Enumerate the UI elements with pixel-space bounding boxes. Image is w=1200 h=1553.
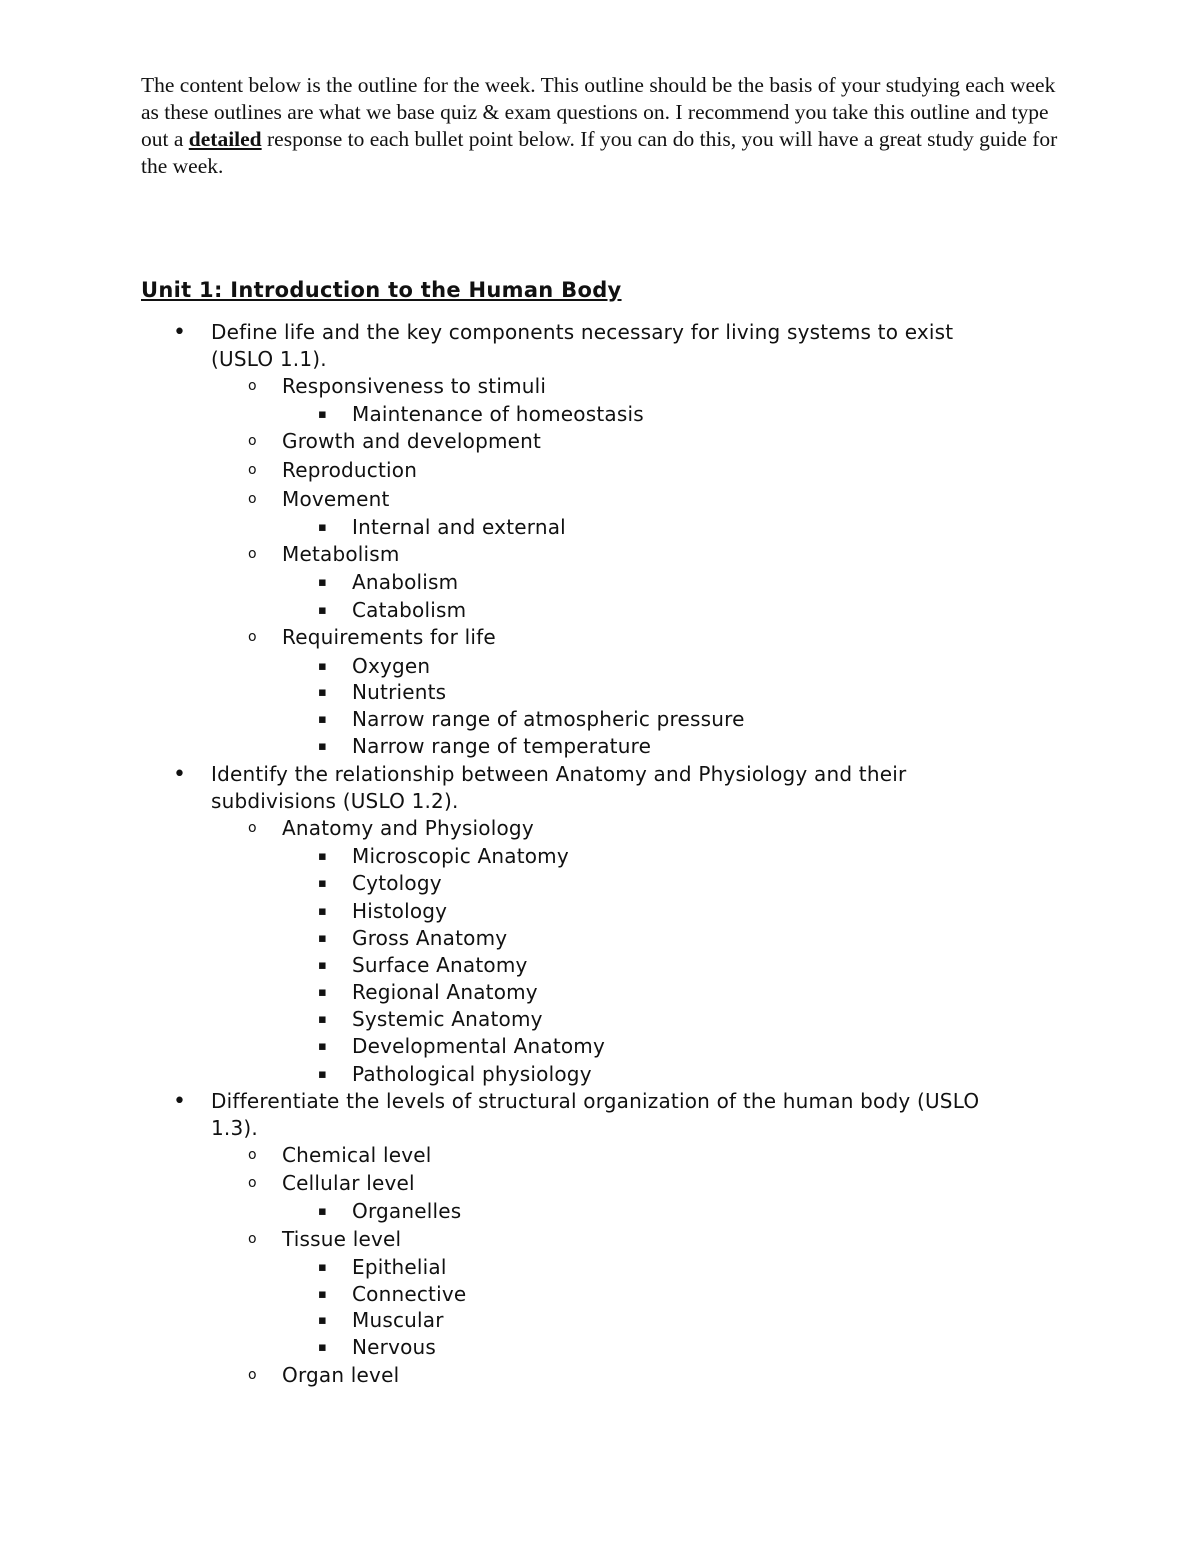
outline-subsubitem: Muscular [352, 1308, 444, 1332]
sub-bullet-marker: o [248, 462, 257, 478]
outline-item-2-line1: Identify the relationship between Anatomy and Physiology and their [211, 762, 907, 786]
sub-sub-bullet-marker: ▪ [318, 958, 328, 973]
outline-subsubitem: Maintenance of homeostasis [352, 402, 644, 426]
outline-subsubitem: Surface Anatomy [352, 953, 528, 977]
sub-sub-bullet-marker: ▪ [318, 1012, 328, 1027]
outline-item-1-line1: Define life and the key components necessary for living systems to exist [211, 320, 954, 344]
outline-subsubitem: Pathological physiology [352, 1062, 592, 1086]
bullet-marker: • [173, 320, 187, 345]
outline-subitem: Requirements for life [282, 625, 496, 649]
sub-bullet-marker: o [248, 629, 257, 645]
bullet-marker: • [173, 1089, 187, 1114]
intro-text-part2: response to each bullet point below. If you can do this, you will have a great study guide for the week. [141, 127, 1058, 178]
sub-bullet-marker: o [248, 1147, 257, 1163]
outline-subitem: Movement [282, 487, 390, 511]
outline-subsubitem: Nutrients [352, 680, 447, 704]
outline-subsubitem: Microscopic Anatomy [352, 844, 569, 868]
outline-subitem: Anatomy and Physiology [282, 816, 534, 840]
sub-sub-bullet-marker: ▪ [318, 575, 328, 590]
sub-sub-bullet-marker: ▪ [318, 1260, 328, 1275]
outline-subsubitem: Systemic Anatomy [352, 1007, 543, 1031]
sub-sub-bullet-marker: ▪ [318, 603, 328, 618]
sub-sub-bullet-marker: ▪ [318, 931, 328, 946]
sub-sub-bullet-marker: ▪ [318, 1067, 328, 1082]
outline-item-2-line2: subdivisions (USLO 1.2). [211, 789, 459, 813]
sub-bullet-marker: o [248, 491, 257, 507]
outline-subsubitem: Oxygen [352, 654, 431, 678]
outline-subsubitem: Narrow range of temperature [352, 734, 652, 758]
sub-sub-bullet-marker: ▪ [318, 739, 328, 754]
sub-sub-bullet-marker: ▪ [318, 659, 328, 674]
outline-subsubitem: Epithelial [352, 1255, 447, 1279]
sub-sub-bullet-marker: ▪ [318, 876, 328, 891]
outline-subsubitem: Developmental Anatomy [352, 1034, 606, 1058]
outline-item-3-line1: Differentiate the levels of structural organization of the human body (USLO [211, 1089, 980, 1113]
sub-bullet-marker: o [248, 546, 257, 562]
outline-subsubitem: Histology [352, 899, 448, 923]
outline-subitem: Chemical level [282, 1143, 432, 1167]
sub-sub-bullet-marker: ▪ [318, 685, 328, 700]
sub-bullet-marker: o [248, 378, 257, 394]
outline-subitem: Reproduction [282, 458, 418, 482]
outline-subsubitem: Internal and external [352, 515, 566, 539]
outline-subsubitem: Catabolism [352, 598, 467, 622]
bullet-marker: • [173, 762, 187, 787]
outline-subsubitem: Nervous [352, 1335, 437, 1359]
outline-subsubitem: Connective [352, 1282, 467, 1306]
outline-subitem: Metabolism [282, 542, 400, 566]
sub-sub-bullet-marker: ▪ [318, 849, 328, 864]
sub-bullet-marker: o [248, 433, 257, 449]
outline-subsubitem: Narrow range of atmospheric pressure [352, 707, 745, 731]
sub-sub-bullet-marker: ▪ [318, 407, 328, 422]
outline-subitem: Growth and development [282, 429, 542, 453]
outline-subitem: Tissue level [282, 1227, 402, 1251]
sub-sub-bullet-marker: ▪ [318, 1340, 328, 1355]
sub-bullet-marker: o [248, 1231, 257, 1247]
sub-bullet-marker: o [248, 1367, 257, 1383]
outline-item-3-line2: 1.3). [211, 1116, 258, 1140]
sub-bullet-marker: o [248, 1175, 257, 1191]
outline-subsubitem: Organelles [352, 1199, 462, 1223]
sub-sub-bullet-marker: ▪ [318, 1287, 328, 1302]
sub-bullet-marker: o [248, 820, 257, 836]
outline-item-1-line2: (USLO 1.1). [211, 347, 327, 371]
intro-emphasis: detailed [188, 127, 262, 151]
sub-sub-bullet-marker: ▪ [318, 712, 328, 727]
outline-subsubitem: Cytology [352, 871, 442, 895]
outline-subsubitem: Gross Anatomy [352, 926, 508, 950]
outline-subsubitem: Regional Anatomy [352, 980, 538, 1004]
sub-sub-bullet-marker: ▪ [318, 904, 328, 919]
unit-title: Unit 1: Introduction to the Human Body [141, 278, 622, 302]
intro-text-part1: The content below is the outline for the week. This outline should be the basis of your studying each week as these outlines are what we base quiz & exam questions on. I recommend you take this outline and type out a [141, 73, 1056, 151]
outline-subitem: Cellular level [282, 1171, 415, 1195]
outline-subitem: Responsiveness to stimuli [282, 374, 547, 398]
sub-sub-bullet-marker: ▪ [318, 985, 328, 1000]
outline-subsubitem: Anabolism [352, 570, 459, 594]
outline-subitem: Organ level [282, 1363, 400, 1387]
sub-sub-bullet-marker: ▪ [318, 1313, 328, 1328]
sub-sub-bullet-marker: ▪ [318, 1204, 328, 1219]
sub-sub-bullet-marker: ▪ [318, 1039, 328, 1054]
sub-sub-bullet-marker: ▪ [318, 520, 328, 535]
